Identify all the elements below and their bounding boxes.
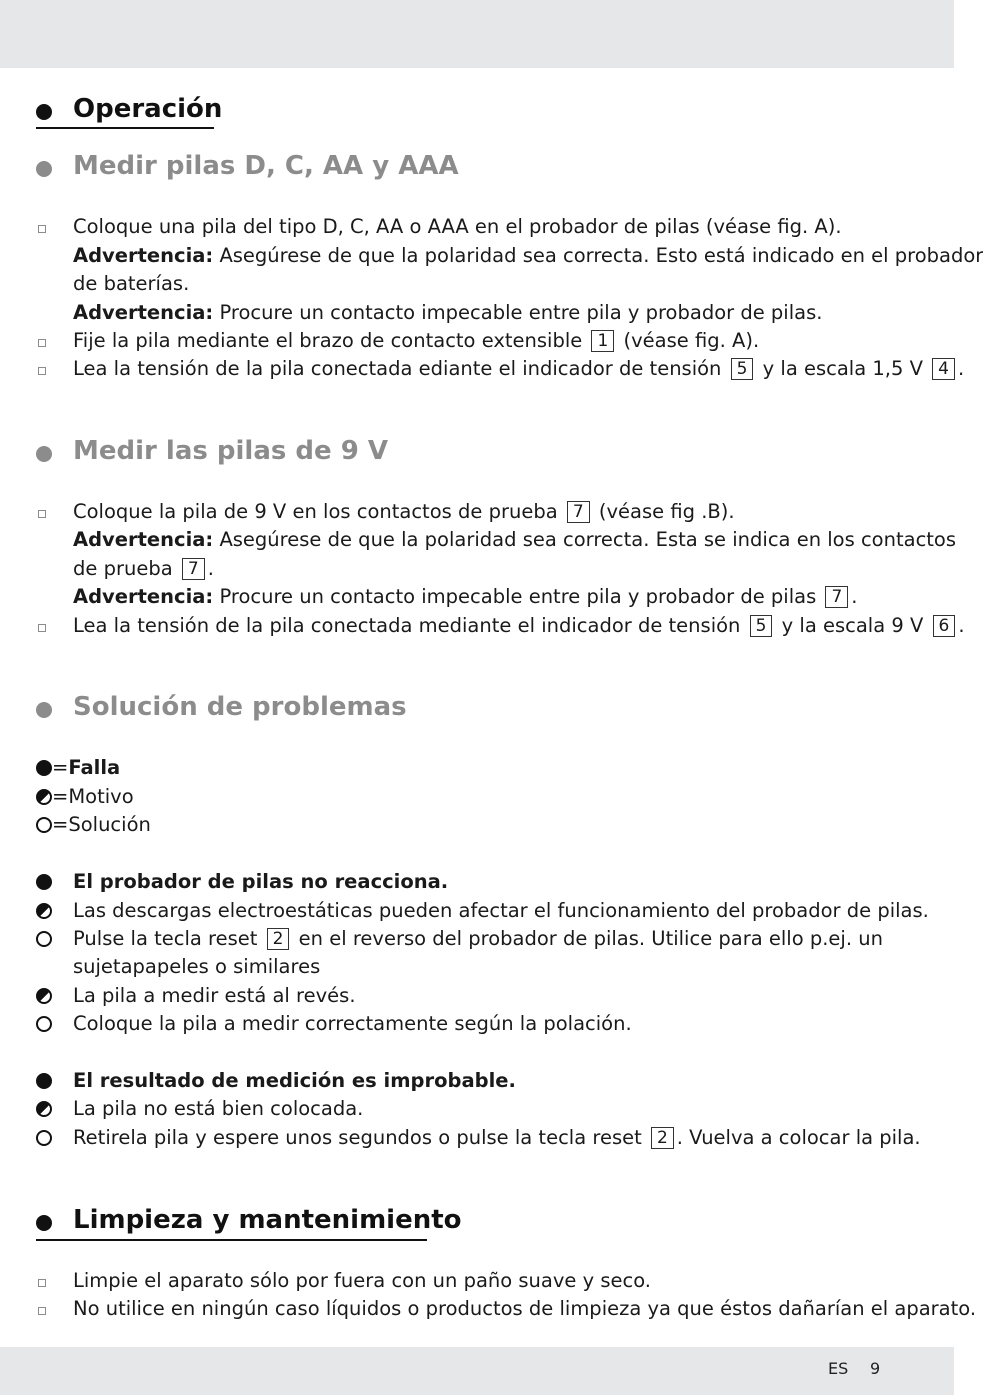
solution-icon bbox=[36, 931, 52, 947]
fault-icon bbox=[36, 760, 52, 776]
heading-medir-dcaa: Medir pilas D, C, AA y AAA bbox=[73, 151, 459, 181]
page-number: 9 bbox=[870, 1359, 881, 1378]
heading-underline bbox=[36, 1239, 427, 1241]
ref-box: 6 bbox=[933, 615, 956, 637]
header-bar bbox=[0, 0, 954, 68]
problem-title: El resultado de medición es improbable. bbox=[73, 1069, 516, 1092]
list-square-icon bbox=[38, 367, 46, 375]
cleaning-item: No utilice en ningún caso líquidos o productos de limpieza ya que éstos dañarían el aparato. bbox=[73, 1297, 977, 1320]
problem-solution-cont: sujetapapeles o similares bbox=[73, 955, 321, 978]
section-bullet-icon bbox=[36, 1215, 52, 1231]
cause-icon bbox=[36, 903, 52, 919]
fault-icon bbox=[36, 874, 52, 890]
step-text: Coloque la pila de 9 V en los contactos de prueba 7 (véase fig .B). bbox=[73, 500, 735, 523]
step-text: Fije la pila mediante el brazo de contacto extensible 1 (véase fig. A). bbox=[73, 329, 760, 352]
footer-lang: ES bbox=[828, 1359, 849, 1378]
list-square-icon bbox=[38, 339, 46, 347]
problem-solution: Retirela pila y espere unos segundos o pulse la tecla reset 2 . Vuelva a colocar la pila. bbox=[73, 1126, 921, 1149]
heading-operacion: Operación bbox=[73, 94, 223, 124]
warning-line-cont: de prueba 7 . bbox=[73, 557, 214, 580]
solution-icon bbox=[36, 1016, 52, 1032]
solution-icon bbox=[36, 1130, 52, 1146]
problem-solution: Coloque la pila a medir correctamente según la polación. bbox=[73, 1012, 632, 1035]
ref-box: 7 bbox=[825, 586, 848, 608]
step-text: Coloque una pila del tipo D, C, AA o AAA en el probador de pilas (véase fig. A). bbox=[73, 215, 842, 238]
list-square-icon bbox=[38, 225, 46, 233]
ref-box: 7 bbox=[567, 501, 590, 523]
ref-box: 1 bbox=[591, 330, 614, 352]
legend-solucion: =Solución bbox=[36, 811, 151, 839]
heading-medir-9v: Medir las pilas de 9 V bbox=[73, 436, 388, 466]
list-square-icon bbox=[38, 510, 46, 518]
ref-box: 7 bbox=[182, 558, 205, 580]
problem-cause: Las descargas electroestáticas pueden afectar el funcionamiento del probador de pilas. bbox=[73, 899, 929, 922]
ref-box: 2 bbox=[651, 1127, 674, 1149]
list-square-icon bbox=[38, 1279, 46, 1287]
heading-solucion: Solución de problemas bbox=[73, 692, 407, 722]
ref-box: 4 bbox=[932, 358, 955, 380]
heading-limpieza: Limpieza y mantenimiento bbox=[73, 1205, 462, 1235]
heading-underline bbox=[36, 127, 214, 129]
problem-title: El probador de pilas no reacciona. bbox=[73, 870, 449, 893]
section-bullet-icon bbox=[36, 161, 52, 177]
footer-bar bbox=[0, 1347, 954, 1395]
warning-line-cont: de baterías. bbox=[73, 272, 190, 295]
ref-box: 5 bbox=[731, 358, 754, 380]
warning-line: Advertencia: Procure un contacto impecable entre pila y probador de pilas 7 . bbox=[73, 585, 858, 608]
cause-icon bbox=[36, 1101, 52, 1117]
warning-line: Advertencia: Asegúrese de que la polaridad sea correcta. Esto está indicado en el probador bbox=[73, 244, 983, 267]
problem-cause: La pila a medir está al revés. bbox=[73, 984, 356, 1007]
legend-motivo: =Motivo bbox=[36, 783, 134, 811]
step-text: Lea la tensión de la pila conectada ediante el indicador de tensión 5 y la escala 1,5 V 4 . bbox=[73, 357, 965, 380]
legend-falla: =Falla bbox=[36, 754, 120, 782]
section-bullet-icon bbox=[36, 446, 52, 462]
step-text: Lea la tensión de la pila conectada mediante el indicador de tensión 5 y la escala 9 V 6 . bbox=[73, 614, 965, 637]
fault-icon bbox=[36, 1073, 52, 1089]
warning-line: Advertencia: Procure un contacto impecable entre pila y probador de pilas. bbox=[73, 301, 823, 324]
cause-icon bbox=[36, 988, 52, 1004]
list-square-icon bbox=[38, 1307, 46, 1315]
ref-box: 2 bbox=[267, 928, 290, 950]
problem-solution: Pulse la tecla reset 2 en el reverso del probador de pilas. Utilice para ello p.ej. un bbox=[73, 927, 883, 950]
problem-cause: La pila no está bien colocada. bbox=[73, 1097, 364, 1120]
solution-icon bbox=[36, 817, 52, 833]
section-bullet-icon bbox=[36, 104, 52, 120]
list-square-icon bbox=[38, 624, 46, 632]
warning-line: Advertencia: Asegúrese de que la polaridad sea correcta. Esta se indica en los contactos bbox=[73, 528, 957, 551]
cleaning-item: Limpie el aparato sólo por fuera con un paño suave y seco. bbox=[73, 1269, 651, 1292]
cause-icon bbox=[36, 789, 52, 805]
ref-box: 5 bbox=[750, 615, 773, 637]
section-bullet-icon bbox=[36, 702, 52, 718]
